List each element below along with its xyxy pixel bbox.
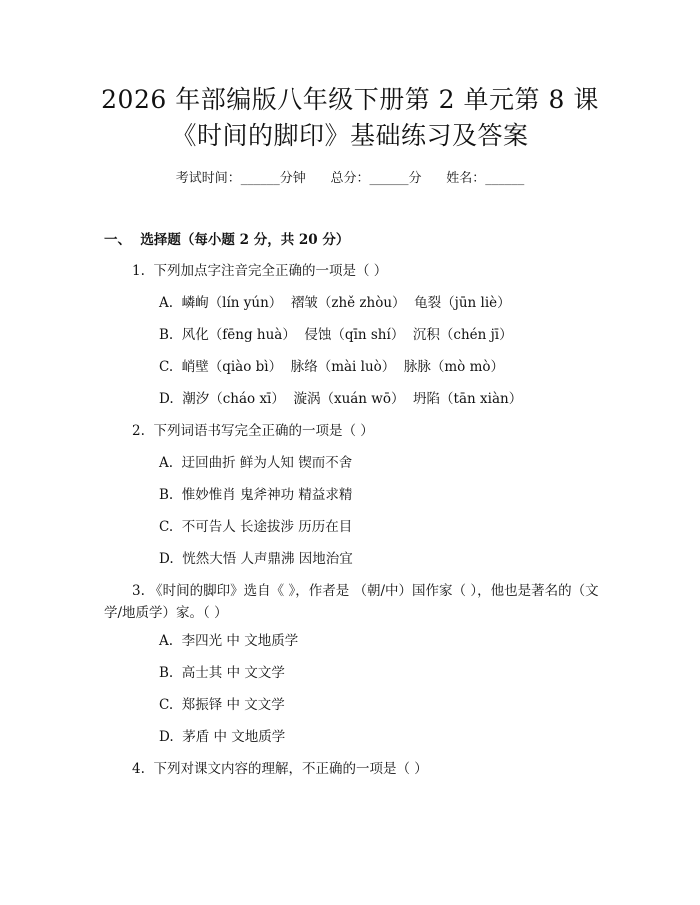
question-2-option-a: A. 迂回曲折 鲜为人知 锲而不舍 (159, 455, 353, 471)
question-2-option-b: B. 惟妙惟肖 鬼斧神功 精益求精 (159, 487, 353, 503)
exam-info: 考试时间：______分钟 总分：______分 姓名：______ (175, 171, 525, 186)
question-2-stem: 2. 下列词语书写完全正确的一项是（ ） (132, 423, 374, 439)
question-3-option-c: C. 郑振铎 中 文文学 (159, 697, 285, 713)
document-title-line-1: 2026 年部编版八年级下册第 2 单元第 8 课 (101, 85, 599, 114)
question-1-option-d: D. 潮汐（cháo xī） 漩涡（xuán wō） 坍陷（tān xiàn） (159, 391, 523, 407)
question-1-option-a: A. 嶙峋（lín yún） 褶皱（zhě zhòu） 龟裂（jūn liè） (159, 295, 511, 311)
question-1-option-c: C. 峭壁（qiào bì） 脉络（mài luò） 脉脉（mò mò） (159, 359, 505, 375)
question-2-option-d: D. 恍然大悟 人声鼎沸 因地治宜 (159, 551, 353, 567)
question-3-option-a: A. 李四光 中 文地质学 (159, 633, 299, 649)
question-3-option-d: D. 茅盾 中 文地质学 (159, 729, 286, 745)
section-heading: 一、 选择题（每小题 2 分，共 20 分） (104, 232, 350, 248)
question-3-option-b: B. 高士其 中 文文学 (159, 665, 285, 681)
question-1-stem: 1. 下列加点字注音完全正确的一项是（ ） (132, 263, 388, 279)
document-title-line-2: 《时间的脚印》基础练习及答案 (171, 121, 529, 150)
question-3-stem: 3. 《时间的脚印》选自《 》，作者是 （朝/中）国作家（ ），他也是著名的（文学/地质学）家。（ ） (104, 583, 599, 621)
question-1-option-b: B. 风化（fēng huà） 侵蚀（qīn shí） 沉积（chén jī） (159, 327, 513, 343)
question-4-stem: 4. 下列对课文内容的理解，不正确的一项是（ ） (132, 761, 428, 777)
question-2-option-c: C. 不可告人 长途拔涉 历历在目 (159, 519, 353, 535)
